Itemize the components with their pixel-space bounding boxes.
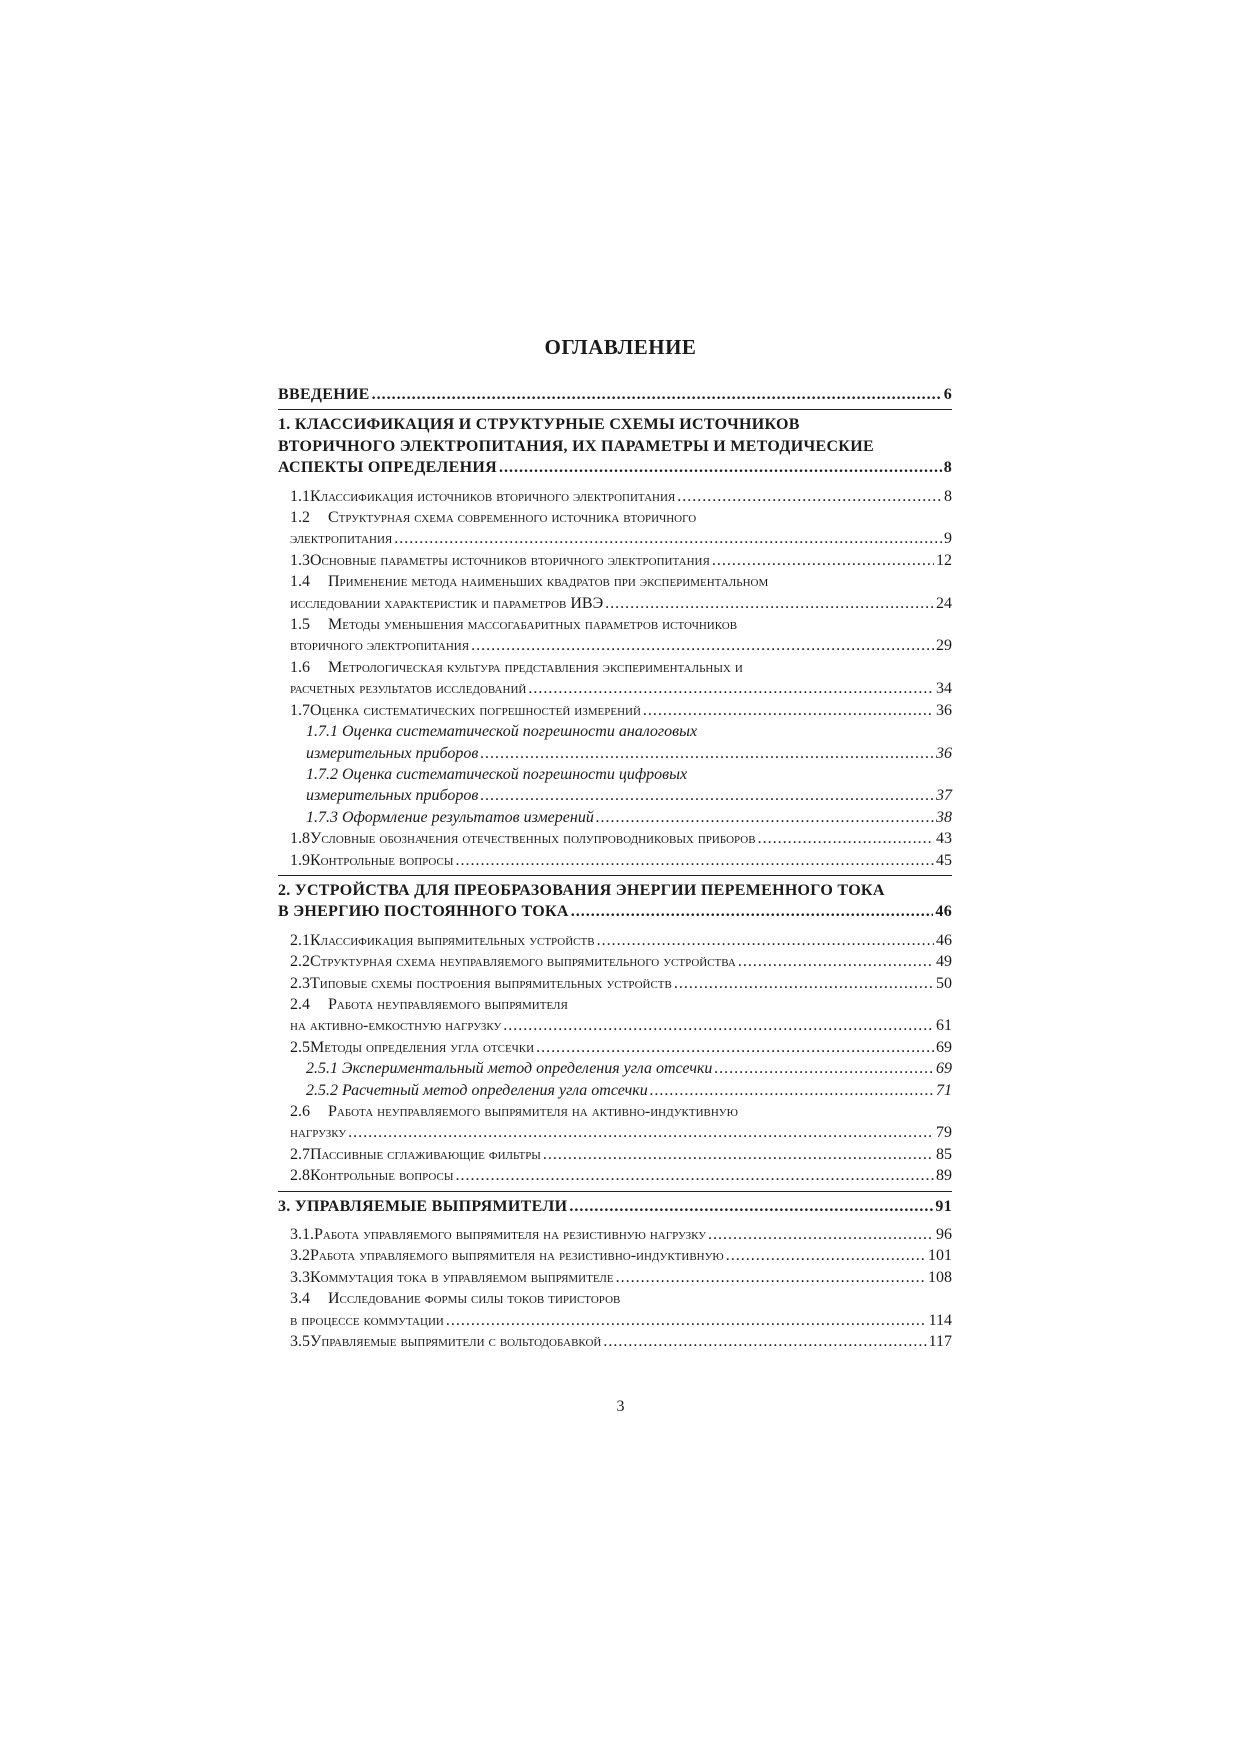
heading-line xyxy=(278,457,952,478)
toc-item-number: 2.7 xyxy=(290,1145,310,1163)
toc-item-number: 1.9 xyxy=(290,851,310,869)
toc-item-text: Контрольные вопросы xyxy=(310,851,454,869)
toc-item-page: 61 xyxy=(936,1017,952,1035)
toc-item-text: Контрольные вопросы xyxy=(310,1167,454,1185)
leader-dots xyxy=(471,635,934,656)
toc-item-text: Работа управляемого выпрямителя на резистивную нагрузку xyxy=(314,1226,707,1244)
toc-item-line xyxy=(306,743,952,764)
leader-dots xyxy=(596,807,934,828)
heading-line xyxy=(278,880,952,901)
toc-item-number: 1.2 xyxy=(290,509,310,527)
toc-item-page: 50 xyxy=(936,974,952,992)
toc-item-1-6[interactable] xyxy=(278,657,952,700)
toc-item-2-7[interactable] xyxy=(278,1144,952,1165)
toc-item-2-1[interactable] xyxy=(278,930,952,951)
toc-item-text: измерительных приборов xyxy=(306,744,479,762)
heading-text: ВТОРИЧНОГО ЭЛЕКТРОПИТАНИЯ, ИХ ПАРАМЕТРЫ И МЕТОДИЧЕСКИЕ xyxy=(278,437,874,455)
heading-line xyxy=(278,414,952,435)
toc-item-text: Условные обозначения отечественных полупроводниковых приборов xyxy=(310,830,756,848)
toc-item-line xyxy=(290,528,952,549)
toc-item-number: 2.5.2 xyxy=(306,1081,338,1099)
leader-dots xyxy=(603,1331,926,1352)
leader-dots xyxy=(446,1310,927,1331)
toc-item-number: 1.7.1 xyxy=(306,723,338,741)
toc-item-text: Оценка систематических погрешностей измерений xyxy=(310,701,641,719)
toc-item-line xyxy=(290,1310,952,1331)
toc-item-page: 101 xyxy=(928,1247,952,1265)
leader-dots xyxy=(714,1058,934,1079)
leader-dots xyxy=(536,1037,934,1058)
toc-item-text: Структурная схема современного источника вторичного xyxy=(328,509,697,527)
heading-text: 3. УПРАВЛЯЕМЫЕ ВЫПРЯМИТЕЛИ xyxy=(278,1197,568,1215)
leader-dots xyxy=(528,678,934,699)
toc-item-line xyxy=(290,1037,952,1058)
toc-item-text: Классификация выпрямительных устройств xyxy=(310,931,595,949)
divider xyxy=(278,1191,952,1192)
leader-dots xyxy=(455,1165,934,1186)
page-number: 3 xyxy=(616,1398,625,1415)
toc-item-text: нагрузку xyxy=(290,1124,347,1142)
leader-dots xyxy=(677,486,942,507)
toc-item-page: 79 xyxy=(936,1124,952,1142)
toc-item-line xyxy=(290,1144,952,1165)
leader-dots xyxy=(480,743,934,764)
chapter-3 xyxy=(278,1196,952,1353)
toc-item-line xyxy=(290,951,952,972)
toc-item-number: 3.3 xyxy=(290,1268,310,1286)
toc-item-number: 2.4 xyxy=(290,995,310,1013)
toc-item-page: 38 xyxy=(936,808,952,826)
leader-dots xyxy=(643,700,934,721)
toc-item-text: Расчетный метод определения угла отсечки xyxy=(342,1081,648,1099)
toc-item-page: 9 xyxy=(944,530,952,548)
toc-item-number: 1.7.3 xyxy=(306,808,338,826)
toc-item-number: 1.6 xyxy=(290,658,310,676)
toc-item-number: 2.8 xyxy=(290,1167,310,1185)
leader-dots xyxy=(726,1245,926,1266)
spacer xyxy=(278,479,952,486)
toc-item-2-6[interactable] xyxy=(278,1101,952,1144)
toc-item-2-5-2[interactable] xyxy=(278,1080,952,1101)
heading-page: 91 xyxy=(935,1197,952,1215)
toc-item-1-4[interactable] xyxy=(278,571,952,614)
leader-dots xyxy=(605,593,934,614)
toc-item-line xyxy=(290,571,952,592)
ch1-heading[interactable] xyxy=(278,414,952,478)
toc-item-text: исследовании характеристик и параметров ИВЭ xyxy=(290,594,604,612)
leader-dots xyxy=(597,930,934,951)
toc-item-page: 114 xyxy=(928,1311,952,1329)
toc-item-page: 49 xyxy=(936,953,952,971)
toc-item-line xyxy=(290,700,952,721)
leader-dots xyxy=(543,1144,934,1165)
spacer xyxy=(278,923,952,930)
toc-item-line xyxy=(290,635,952,656)
toc-item-1-1[interactable] xyxy=(278,486,952,507)
toc-item-page: 117 xyxy=(928,1333,952,1351)
toc-item-text: Работа неуправляемого выпрямителя на активно-индуктивную xyxy=(328,1103,738,1120)
toc-item-1-7-2[interactable] xyxy=(278,764,952,807)
toc-intro-page: 6 xyxy=(943,386,952,403)
toc-item-line xyxy=(290,850,952,871)
toc-item-text: расчетных результатов исследований xyxy=(290,680,527,698)
heading-page: 8 xyxy=(943,459,952,477)
toc-item-line xyxy=(306,721,952,742)
leader-dots xyxy=(499,457,942,478)
toc-item-page: 34 xyxy=(936,680,952,698)
toc-item-page: 37 xyxy=(936,787,952,805)
toc-item-3-3[interactable] xyxy=(278,1267,952,1288)
toc-item-line xyxy=(290,828,952,849)
toc-item-line xyxy=(290,1267,952,1288)
toc-item-line xyxy=(306,1058,952,1079)
leader-dots xyxy=(348,1122,934,1143)
toc-item-1-9[interactable] xyxy=(278,850,952,871)
toc-item-number: 3.4 xyxy=(290,1290,310,1308)
toc-item-line xyxy=(290,593,952,614)
toc-item-number: 2.3 xyxy=(290,974,310,992)
leader-dots xyxy=(480,785,934,806)
toc-item-line xyxy=(290,930,952,951)
heading-page: 46 xyxy=(935,903,952,921)
leader-dots xyxy=(758,828,934,849)
toc-item-line xyxy=(306,785,952,806)
toc-item-text: Методы определения угла отсечки xyxy=(310,1038,535,1056)
toc-item-line xyxy=(290,1224,952,1245)
toc-item-page: 43 xyxy=(936,830,952,848)
toc-item-line xyxy=(290,1331,952,1352)
toc-item-text: вторичного электропитания xyxy=(290,637,470,655)
divider xyxy=(278,409,952,410)
toc-item-line xyxy=(306,764,952,785)
toc-item-2-3[interactable] xyxy=(278,973,952,994)
toc-item-text: электропитания xyxy=(290,530,393,548)
heading-line xyxy=(278,1196,952,1217)
toc-item-number: 2.1 xyxy=(290,931,310,949)
toc-item-line xyxy=(290,1245,952,1266)
toc-item-line xyxy=(290,1165,952,1186)
leader-dots xyxy=(455,850,934,871)
page-title: ОГЛАВЛЕНИЕ xyxy=(544,335,697,359)
toc-item-number: 1.1 xyxy=(290,487,310,505)
toc-item-3-5[interactable] xyxy=(278,1331,952,1352)
toc-item-text: Типовые схемы построения выпрямительных устройств xyxy=(310,974,672,992)
toc-item-number: 3.5 xyxy=(290,1333,310,1351)
toc-item-2-5-1[interactable] xyxy=(278,1058,952,1079)
toc-item-1-7[interactable] xyxy=(278,700,952,721)
heading-text: 1. КЛАССИФИКАЦИЯ И СТРУКТУРНЫЕ СХЕМЫ ИСТОЧНИКОВ xyxy=(278,416,800,434)
toc-item-2-2[interactable] xyxy=(278,951,952,972)
toc-item-line xyxy=(306,1080,952,1101)
toc-intro[interactable] xyxy=(278,384,952,405)
toc-item-page: 108 xyxy=(928,1268,952,1286)
leader-dots xyxy=(650,1080,934,1101)
ch2-heading[interactable] xyxy=(278,880,952,923)
toc-item-number: 1.3 xyxy=(290,551,310,569)
toc-item-2-8[interactable] xyxy=(278,1165,952,1186)
toc-item-page: 46 xyxy=(936,931,952,949)
toc-item-1-3[interactable] xyxy=(278,550,952,571)
toc-item-line xyxy=(290,1015,952,1036)
toc-item-page: 24 xyxy=(936,594,952,612)
toc-item-number: 3.1. xyxy=(290,1226,314,1244)
toc-item-number: 2.5.1 xyxy=(306,1060,338,1078)
toc-item-line xyxy=(290,973,952,994)
toc-item-page: 71 xyxy=(936,1081,952,1099)
toc-item-page: 69 xyxy=(936,1060,952,1078)
toc-item-number: 1.8 xyxy=(290,830,310,848)
toc-item-page: 89 xyxy=(936,1167,952,1185)
toc-item-page: 69 xyxy=(936,1038,952,1056)
leader-dots xyxy=(708,1224,934,1245)
heading-line xyxy=(278,901,952,922)
toc-item-text: Работа неуправляемого выпрямителя xyxy=(328,995,568,1013)
toc-item-text: Оценка систематической погрешности аналоговых xyxy=(342,723,698,741)
chapter-1 xyxy=(278,414,952,871)
toc-item-line xyxy=(290,550,952,571)
leader-dots xyxy=(569,1196,933,1217)
toc-item-line xyxy=(290,657,952,678)
toc-item-number: 1.4 xyxy=(290,573,310,591)
toc-item-text: на активно-емкостную нагрузку xyxy=(290,1017,502,1035)
toc-item-3-4[interactable] xyxy=(278,1288,952,1331)
toc-item-text: Оформление результатов измерений xyxy=(342,808,594,826)
leader-dots xyxy=(616,1267,926,1288)
toc-item-2-5[interactable] xyxy=(278,1037,952,1058)
toc-item-line xyxy=(290,614,952,635)
toc-item-text: Основные параметры источников вторичного электропитания xyxy=(310,551,710,569)
leader-dots xyxy=(503,1015,934,1036)
toc-item-page: 36 xyxy=(936,701,952,719)
toc-item-line xyxy=(290,1288,952,1309)
toc-item-3-2[interactable] xyxy=(278,1245,952,1266)
leader-dots xyxy=(738,951,934,972)
toc-intro-label: ВВЕДЕНИЕ xyxy=(278,386,370,403)
toc-item-line xyxy=(290,678,952,699)
toc-item-number: 1.7 xyxy=(290,701,310,719)
toc-item-3-1[interactable] xyxy=(278,1224,952,1245)
toc-item-number: 2.6 xyxy=(290,1103,310,1120)
table-of-contents xyxy=(278,384,952,1352)
toc-item-line xyxy=(290,1101,952,1122)
toc-item-text: Структурная схема неуправляемого выпрямительного устройства xyxy=(310,953,736,971)
toc-item-text: Оценка систематической погрешности цифровых xyxy=(342,765,688,783)
toc-item-text: Применение метода наименьших квадратов при экспериментальном xyxy=(328,573,769,591)
toc-item-1-2[interactable] xyxy=(278,507,952,550)
toc-item-text: Метрологическая культура представления экспериментальных и xyxy=(328,658,743,676)
toc-item-text: в процессе коммутации xyxy=(290,1311,444,1329)
leader-dots xyxy=(571,901,934,922)
toc-item-text: Классификация источников вторичного электропитания xyxy=(310,487,676,505)
toc-item-page: 85 xyxy=(936,1145,952,1163)
toc-item-text: Экспериментальный метод определения угла отсечки xyxy=(342,1060,713,1078)
toc-item-page: 8 xyxy=(944,487,952,505)
toc-item-text: Пассивные сглаживающие фильтры xyxy=(310,1145,541,1163)
toc-item-text: Исследование формы силы токов тиристоров xyxy=(328,1290,621,1308)
divider xyxy=(278,875,952,876)
toc-item-line xyxy=(290,994,952,1015)
spacer xyxy=(278,1217,952,1224)
toc-item-page: 36 xyxy=(936,744,952,762)
toc-item-page: 96 xyxy=(936,1226,952,1244)
toc-item-line xyxy=(306,807,952,828)
toc-item-number: 1.5 xyxy=(290,616,310,634)
toc-item-page: 45 xyxy=(936,851,952,869)
toc-item-line xyxy=(290,486,952,507)
toc-item-text: Методы уменьшения массогабаритных параметров источников xyxy=(328,616,738,634)
leader-dots xyxy=(712,550,934,571)
toc-item-text: измерительных приборов xyxy=(306,787,479,805)
leader-dots xyxy=(372,384,942,405)
toc-item-line xyxy=(290,1122,952,1143)
toc-item-number: 3.2 xyxy=(290,1247,310,1265)
toc-item-number: 1.7.2 xyxy=(306,765,338,783)
toc-item-1-7-1[interactable] xyxy=(278,721,952,764)
heading-text: 2. УСТРОЙСТВА ДЛЯ ПРЕОБРАЗОВАНИЯ ЭНЕРГИИ ПЕРЕМЕННОГО ТОКА xyxy=(278,881,885,899)
toc-item-text: Работа управляемого выпрямителя на резистивно-индуктивную xyxy=(310,1247,724,1265)
toc-item-number: 2.2 xyxy=(290,953,310,971)
leader-dots xyxy=(394,528,942,549)
toc-item-2-4[interactable] xyxy=(278,994,952,1037)
chapter-2 xyxy=(278,880,952,1187)
heading-text: АСПЕКТЫ ОПРЕДЕЛЕНИЯ xyxy=(278,459,497,477)
toc-item-text: Коммутация тока в управляемом выпрямителе xyxy=(310,1268,614,1286)
toc-item-1-7-3[interactable] xyxy=(278,807,952,828)
ch3-heading[interactable] xyxy=(278,1196,952,1217)
toc-item-number: 2.5 xyxy=(290,1038,310,1056)
heading-line xyxy=(278,436,952,457)
toc-item-1-5[interactable] xyxy=(278,614,952,657)
leader-dots xyxy=(674,973,934,994)
toc-item-1-8[interactable] xyxy=(278,828,952,849)
heading-text: В ЭНЕРГИЮ ПОСТОЯННОГО ТОКА xyxy=(278,903,569,921)
toc-item-text: Управляемые выпрямители с вольтодобавкой xyxy=(310,1333,602,1351)
toc-item-line xyxy=(290,507,952,528)
toc-item-page: 29 xyxy=(936,637,952,655)
toc-item-page: 12 xyxy=(936,551,952,569)
